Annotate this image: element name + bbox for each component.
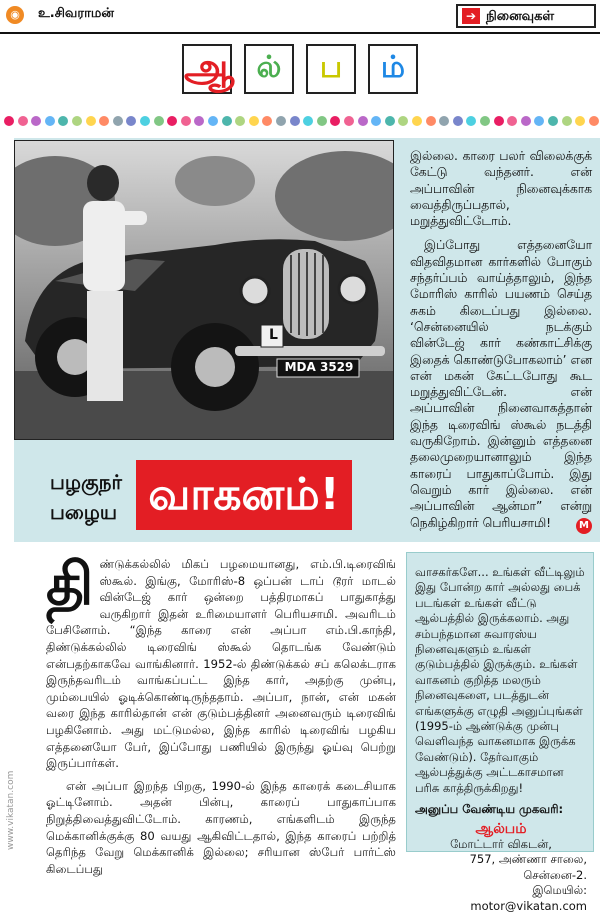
address-label: அனுப்ப வேண்டிய முகவரி: [415,802,564,817]
decorative-dot [45,116,55,126]
section-label: நினைவுகள் [486,9,555,24]
decorative-dot [412,116,422,126]
decorative-dot [548,116,558,126]
decorative-dot [86,116,96,126]
margin-url: www.vikatan.com [6,770,16,850]
right-paragraph-1: இல்லை. காரை பலர் விலைக்குக் கேட்டு வந்தனர். என் அப்பாவின் நினைவுக்காக வைத்திருப்பதால், மறுத்துவிட்டோம். [410,149,592,229]
decorative-dot [194,116,204,126]
decorative-dot [317,116,327,126]
decorative-dot [126,116,136,126]
headline-line2: பழைய [50,500,118,524]
decorative-dot [589,116,599,126]
decorative-dot [290,116,300,126]
arrow-right-icon: ➔ [462,8,480,24]
decorative-dot [262,116,272,126]
headline-main: வாகனம்! [136,460,352,530]
decorative-dot [4,116,14,126]
decorative-dot [398,116,408,126]
decorative-dot [58,116,68,126]
decorative-dot [249,116,259,126]
decorative-dot [140,116,150,126]
decorative-dot [453,116,463,126]
right-column-text [410,148,592,531]
album-tile-3: ப [306,44,356,94]
decorative-dot [303,116,313,126]
decorative-dot [235,116,245,126]
decorative-dot [534,116,544,126]
decorative-dot [154,116,164,126]
decorative-dot [439,116,449,126]
section-tag[interactable] [456,4,596,28]
album-tile-2: ல் [244,44,294,94]
decorative-dot [575,116,585,126]
decorative-dot [222,116,232,126]
reader-callout-box [406,552,594,913]
right-paragraph-2: இப்போது எத்தனையோ விதவிதமான கார்களில் போகும் சந்தர்ப்பம் வாய்த்தாலும், இந்த மோரிஸ் காரில் பயணம் செய்த சுகம் கிடைப்பது இல்லை. ‘சென்னையில் நடக்கும் வின்டேஜ் கார் கண்காட்சிக்கு இதைக் கொண்டுபோகலாம்’ என என் மகன் கேட்டபோது கூட மறுத்துவிட்டேன். என் அப்பாவின் நினைவாகத்தான் இந்த டிரைவிங் ஸ்கூல் நடத்தி வருகிறோம். இன்னும் எத்தனை தலைமுறையானாலும் இந்த காரைப் பாதுகாப்போம். இது வெறும் கார் இல்லை. என் அப்பாவின் ஆன்மா” என்று நெகிழ்கிறார் பெரியசாமி! [410,238,592,530]
decorative-dot [181,116,191,126]
decorative-dot [72,116,82,126]
decorative-dot [385,116,395,126]
decorative-dot [208,116,218,126]
l-plate-label: L [269,327,278,343]
vikatan-logo: ◉ [6,6,24,24]
decorative-dot [18,116,28,126]
number-plate-label: MDA 3529 [284,360,354,374]
decorative-dot [480,116,490,126]
album-tile-4: ம் [368,44,418,94]
decorative-dot [344,116,354,126]
decorative-dot [466,116,476,126]
decorative-dot [371,116,381,126]
body-text [46,550,396,877]
author-name: உ.சிவராமன் [38,6,114,21]
decorative-dot [330,116,340,126]
album-tile-1: ஆ [182,44,232,94]
decorative-dot [507,116,517,126]
body-paragraph-1 [46,550,396,772]
decorative-dot [426,116,436,126]
decorative-dot [113,116,123,126]
decorative-dot [167,116,177,126]
decorative-dot-row [0,116,600,128]
address-line-2: 757, அண்ணா சாலை, சென்னை-2. [469,852,587,882]
body-paragraph-1-text: ண்டுக்கல்லில் மிகப் பழமையானது, எம்.பி.டிரைவிங் ஸ்கூல். இங்கு, மோரிஸ்-8 ஒப்பன் டாப் டூரர் மாடல் வின்டேஜ் கார் ஒன்றை பத்திரமாகப் பாதுகாத்து வருகிறார் இதன் உரிமையாளர் பெரியசாமி. அவரிடம் பேசினோம். “இந்த காரை என் அப்பா எம்.பி.காந்தி, திண்டுக்கல்லில் டிரைவிங் ஸ்கூல் தொடங்க வேண்டும் என்பதற்காகவே வாங்கினார். 1952-ல் திண்டுக்கல் சப் கலெக்டராக இருந்தவரிடம் வாங்கப்பட்ட இந்த கார், அதற்கு முன்பு, மும்பையில் ஓடிக்கொண்டிருந்ததாம். அப்பா, நான், என் மகன் வரை இந்த காரில்தான் என் குடும்பத்தினர் அனைவரும் டிரைவிங் பழகினோம். அது மட்டுமல்ல, இந்த காரில் டிரைவிங் பழகிய எத்தனையோ பேர், இப்போது பணியில் இருந்து ஓய்வு பெற்று இருப்பார்கள். [46,557,396,771]
address-name: ஆல்பம் [475,820,527,837]
decorative-dot [276,116,286,126]
decorative-dot [494,116,504,126]
body-paragraph-2: என் அப்பா இறந்த பிறகு, 1990-ல் இந்த காரைக் கடைசியாக ஓட்டினோம். அதன் பின்பு, காரைப் பாதுகாப்பாக நிறுத்திவைத்துவிட்டோம். காரணம், எங்களிடம் இருந்த மெக்கானிக்குக்கு 80 வயது ஆகிவிட்டதால், இந்த காரைப் பற்றித் தெரிந்த வேறு மெக்கானிக் இல்லை; சரியான ஸ்பேர் பார்ட்ஸ் கிடைப்பது [46,778,396,876]
decorative-dot [99,116,109,126]
decorative-dot [521,116,531,126]
address-line-1: மோட்டார் விகடன், [450,836,552,851]
vintage-car-photo [14,140,394,440]
decorative-dot [31,116,41,126]
callout-text: வாசகர்களே... உங்கள் வீட்டிலும் இது போன்ற கார் அல்லது பைக் படங்கள் உங்கள் வீட்டு ஆல்பத்தில் இருக்கலாம். அது சம்பந்தமான சுவாரஸ்ய நினைவுகளும் உங்கள் குடும்பத்தில் இருக்கும். உங்கள் வாகனம் குறித்த மலரும் நினைவுகளை, படத்துடன் எங்களுக்கு எழுதி அனுப்புங்கள் (1995-ம் ஆண்டுக்கு முன்பு வெளிவந்த வாகனமாக இருக்க வேண்டும்). தேர்வாகும் ஆல்பத்துக்கு அட்டகாசமான பரிசு காத்திருக்கிறது! [415,565,585,795]
headline-line1: பழகுநர் [50,470,122,494]
dropcap: தி [46,550,94,618]
magazine-logo-icon: M [576,518,592,534]
decorative-dot [358,116,368,126]
decorative-dot [562,116,572,126]
email-line[interactable]: இமெயில்: motor@vikatan.com [470,883,587,913]
